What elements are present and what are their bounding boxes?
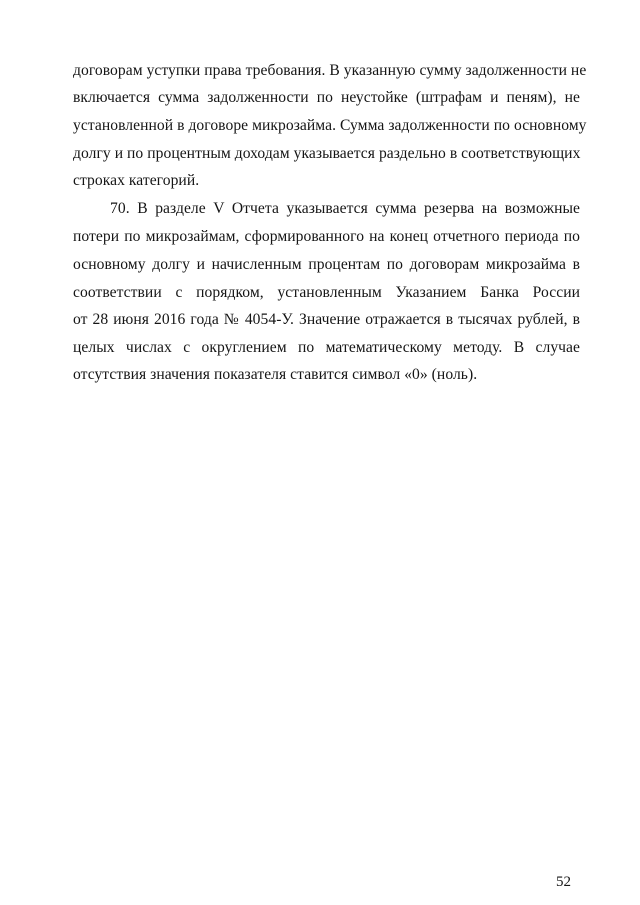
text-line: от 28 июня 2016 года № 4054-У. Значение отражается в тысячах рублей, в: [73, 311, 580, 328]
text-line: строках категорий.: [73, 172, 200, 189]
text-line: потери по микрозаймам, сформированного на конец отчетного периода по: [73, 228, 580, 245]
text-line: установленной в договоре микрозайма. Сумма задолженности по основному: [73, 117, 587, 134]
text-line: долгу и по процентным доходам указывается раздельно в соответствующих: [73, 145, 581, 162]
text-line: целых числах с округлением по математическому методу. В случае: [73, 339, 580, 356]
text-line: договорам уступки права требования. В указанную сумму задолженности не: [73, 62, 587, 79]
text-line: отсутствия значения показателя ставится символ «0» (ноль).: [73, 366, 478, 383]
text-line: основному долгу и начисленным процентам по договорам микрозайма в: [73, 256, 580, 273]
text-line: включается сумма задолженности по неустойке (штрафам и пеням), не: [73, 89, 580, 106]
page-number: 52: [556, 874, 571, 890]
text-line: соответствии с порядком, установленным Указанием Банка России: [73, 284, 580, 301]
text-line: 70. В разделе V Отчета указывается сумма резерва на возможные: [110, 200, 580, 217]
